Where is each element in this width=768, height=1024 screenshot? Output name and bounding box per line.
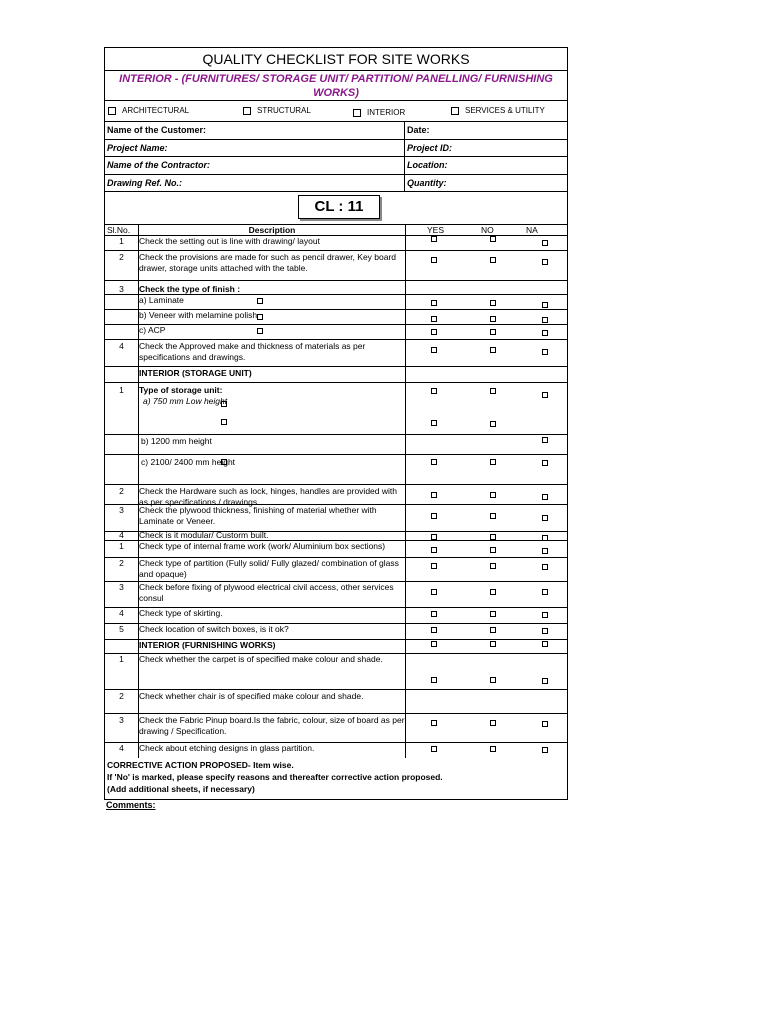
table-header	[105, 225, 567, 236]
checkbox-icon[interactable]	[451, 107, 459, 115]
row-description: c) 2100/ 2400 mm height	[141, 457, 236, 467]
row-number: 1	[119, 385, 124, 395]
no-checkbox[interactable]	[490, 547, 496, 553]
finish-checkbox[interactable]	[221, 419, 227, 425]
yes-checkbox[interactable]	[431, 347, 437, 353]
corrective-action-note	[105, 758, 567, 799]
row-divider	[105, 434, 567, 435]
row-divider	[105, 366, 567, 367]
finish-checkbox[interactable]	[221, 459, 227, 465]
yes-checkbox[interactable]	[431, 641, 437, 647]
row-description: Check the setting out is line with drawing/ layout	[139, 236, 320, 246]
yes-checkbox[interactable]	[431, 563, 437, 569]
row-description: Check type of skirting.	[139, 608, 223, 618]
comments-label: Comments:	[106, 800, 156, 810]
checkbox-icon[interactable]	[353, 109, 361, 117]
corrective-line-2: If 'No' is marked, please specify reasons and thereafter corrective action proposed.	[107, 772, 443, 782]
column-divider	[405, 236, 406, 758]
row-divider	[105, 689, 567, 690]
col-slno: Sl.No.	[107, 225, 131, 235]
yes-checkbox[interactable]	[431, 589, 437, 595]
yes-checkbox[interactable]	[431, 388, 437, 394]
row-number: 1	[119, 236, 124, 246]
quantity-label: Quantity:	[407, 177, 447, 188]
na-checkbox[interactable]	[542, 317, 548, 323]
row-description: Check the plywood thickness, finishing of material whether with Laminate or Veneer.	[139, 505, 377, 526]
col-description: Description	[248, 225, 296, 235]
row-description: Check whether chair is of specified make colour and shade.	[139, 691, 364, 701]
row-divider	[105, 250, 567, 251]
category-label: SERVICES & UTILITY	[465, 106, 545, 115]
row-number: 1	[119, 654, 124, 664]
yes-checkbox[interactable]	[431, 257, 437, 263]
no-checkbox[interactable]	[490, 300, 496, 306]
category-architectural[interactable]	[108, 106, 189, 115]
no-checkbox[interactable]	[490, 627, 496, 633]
category-label: STRUCTURAL	[257, 106, 311, 115]
na-checkbox[interactable]	[542, 240, 548, 246]
row-number: 3	[119, 715, 124, 725]
no-checkbox[interactable]	[490, 720, 496, 726]
row-description: a) 750 mm Low height	[143, 396, 228, 406]
row-number: 2	[119, 691, 124, 701]
yes-checkbox[interactable]	[431, 420, 437, 426]
row-number: 2	[119, 252, 124, 262]
no-checkbox[interactable]	[490, 492, 496, 498]
yes-checkbox[interactable]	[431, 677, 437, 683]
checklist-frame	[104, 47, 568, 800]
row-description: Check whether the carpet is of specified make colour and shade.	[139, 654, 383, 664]
row-number: 4	[119, 530, 124, 540]
row-description: Check the provisions are made for such as pencil drawer, Key board drawer, storage units attached with the table.	[139, 252, 397, 273]
row-description: Check the Fabric Pinup board.Is the fabric, colour, size of board as per drawing / Specification.	[139, 715, 405, 736]
checkbox-icon[interactable]	[243, 107, 251, 115]
no-checkbox[interactable]	[490, 316, 496, 322]
row-number: 5	[119, 624, 124, 634]
finish-checkbox[interactable]	[257, 314, 263, 320]
row-number: 2	[119, 558, 124, 568]
row-description: Check before fixing of plywood electrical civil access, other services consul	[139, 582, 394, 603]
checkbox-icon[interactable]	[108, 107, 116, 115]
yes-checkbox[interactable]	[431, 459, 437, 465]
no-checkbox[interactable]	[490, 388, 496, 394]
na-checkbox[interactable]	[542, 392, 548, 398]
no-checkbox[interactable]	[490, 257, 496, 263]
corrective-line-1: CORRECTIVE ACTION PROPOSED- Item wise.	[107, 760, 294, 770]
row-number: 3	[119, 505, 124, 515]
info-row	[105, 122, 567, 140]
yes-checkbox[interactable]	[431, 547, 437, 553]
col-yes: YES	[427, 225, 445, 235]
row-description: INTERIOR (FURNISHING WORKS)	[139, 640, 276, 650]
no-checkbox[interactable]	[490, 677, 496, 683]
yes-checkbox[interactable]	[431, 300, 437, 306]
no-checkbox[interactable]	[490, 611, 496, 617]
yes-checkbox[interactable]	[431, 746, 437, 752]
row-number: 3	[119, 582, 124, 592]
row-number: 4	[119, 608, 124, 618]
yes-checkbox[interactable]	[431, 720, 437, 726]
finish-checkbox[interactable]	[257, 328, 263, 334]
row-description: INTERIOR (STORAGE UNIT)	[139, 368, 252, 378]
category-interior[interactable]	[353, 108, 405, 117]
row-description: Check the type of finish :	[139, 284, 241, 294]
na-checkbox[interactable]	[542, 548, 548, 554]
row-divider	[105, 484, 567, 485]
no-checkbox[interactable]	[490, 347, 496, 353]
na-checkbox[interactable]	[542, 747, 548, 753]
category-label: ARCHITECTURAL	[122, 106, 190, 115]
no-checkbox[interactable]	[490, 563, 496, 569]
category-structural[interactable]	[243, 106, 311, 115]
page-subtitle: INTERIOR - (FURNITURES/ STORAGE UNIT/ PARTITION/ PANELLING/ FURNISHING WORKS)	[105, 71, 567, 101]
na-checkbox[interactable]	[542, 612, 548, 618]
row-description: b) 1200 mm height	[141, 436, 212, 446]
na-checkbox[interactable]	[542, 349, 548, 355]
contractor-label: Name of the Contractor:	[107, 160, 211, 170]
row-divider	[105, 280, 567, 281]
na-checkbox[interactable]	[542, 330, 548, 336]
row-number: 3	[119, 284, 124, 294]
row-description: Check the Approved make and thickness of materials as per specifications and drawings.	[139, 341, 366, 362]
row-description: b) Veneer with melamine polish	[139, 310, 258, 320]
row-description: Check location of switch boxes, is it ok?	[139, 624, 289, 634]
drawing-ref-label: Drawing Ref. No.:	[107, 177, 183, 188]
col-na: NA	[526, 225, 538, 235]
row-divider	[105, 454, 567, 455]
na-checkbox[interactable]	[542, 564, 548, 570]
project-name-label: Project Name:	[107, 142, 168, 153]
date-label: Date:	[407, 125, 430, 135]
na-checkbox[interactable]	[542, 494, 548, 500]
col-no: NO	[481, 225, 494, 235]
no-checkbox[interactable]	[490, 236, 496, 242]
no-checkbox[interactable]	[490, 459, 496, 465]
info-row	[105, 140, 567, 158]
yes-checkbox[interactable]	[431, 236, 437, 242]
yes-checkbox[interactable]	[431, 329, 437, 335]
yes-checkbox[interactable]	[431, 513, 437, 519]
customer-label: Name of the Customer:	[107, 125, 207, 135]
category-label: INTERIOR	[367, 108, 406, 117]
na-checkbox[interactable]	[542, 515, 548, 521]
na-checkbox[interactable]	[542, 678, 548, 684]
na-checkbox[interactable]	[542, 641, 548, 647]
category-services[interactable]	[451, 106, 545, 115]
category-row	[105, 101, 567, 122]
checklist-sheet	[104, 47, 568, 800]
row-divider	[105, 382, 567, 383]
info-row	[105, 157, 567, 175]
row-description: Check type of internal frame work (work/ Aluminium box sections)	[139, 541, 386, 551]
yes-checkbox[interactable]	[542, 437, 548, 443]
row-divider	[105, 713, 567, 714]
row-description: Check is it modular/ Custorm built.	[139, 530, 269, 540]
finish-checkbox[interactable]	[257, 298, 263, 304]
no-checkbox[interactable]	[490, 589, 496, 595]
no-checkbox[interactable]	[490, 641, 496, 647]
row-number: 1	[119, 541, 124, 551]
yes-checkbox[interactable]	[431, 627, 437, 633]
location-label: Location:	[407, 160, 448, 170]
code-row	[105, 192, 567, 225]
yes-checkbox[interactable]	[431, 534, 437, 540]
row-description: Check about etching designs in glass partition.	[139, 743, 315, 753]
no-checkbox[interactable]	[490, 534, 496, 540]
yes-checkbox[interactable]	[431, 316, 437, 322]
row-number: 4	[119, 341, 124, 351]
na-checkbox[interactable]	[542, 721, 548, 727]
no-checkbox[interactable]	[490, 329, 496, 335]
row-description: Type of storage unit:	[139, 385, 223, 395]
finish-checkbox[interactable]	[221, 401, 227, 407]
checklist-table	[105, 236, 567, 758]
row-number: 4	[119, 743, 124, 753]
na-checkbox[interactable]	[542, 259, 548, 265]
project-id-label: Project ID:	[407, 142, 453, 153]
row-description: c) ACP	[139, 325, 166, 335]
corrective-line-3: (Add additional sheets, if necessary)	[107, 784, 255, 794]
checklist-code: CL : 11	[298, 195, 380, 219]
na-checkbox[interactable]	[542, 460, 548, 466]
yes-checkbox[interactable]	[431, 611, 437, 617]
na-checkbox[interactable]	[542, 535, 548, 541]
yes-checkbox[interactable]	[431, 492, 437, 498]
info-row	[105, 175, 567, 193]
row-number: 2	[119, 486, 124, 496]
na-checkbox[interactable]	[542, 589, 548, 595]
na-checkbox[interactable]	[542, 302, 548, 308]
no-checkbox[interactable]	[490, 421, 496, 427]
no-checkbox[interactable]	[490, 513, 496, 519]
page-title: QUALITY CHECKLIST FOR SITE WORKS	[105, 48, 567, 71]
na-checkbox[interactable]	[542, 628, 548, 634]
row-divider	[105, 339, 567, 340]
row-description: a) Laminate	[139, 295, 184, 305]
no-checkbox[interactable]	[490, 746, 496, 752]
row-description: Check the Hardware such as lock, hinges, handles are provided with as per specifications / drawings.	[139, 486, 397, 507]
row-description: Check type of partition (Fully solid/ Fully glazed/ combination of glass and opaque)	[139, 558, 399, 579]
